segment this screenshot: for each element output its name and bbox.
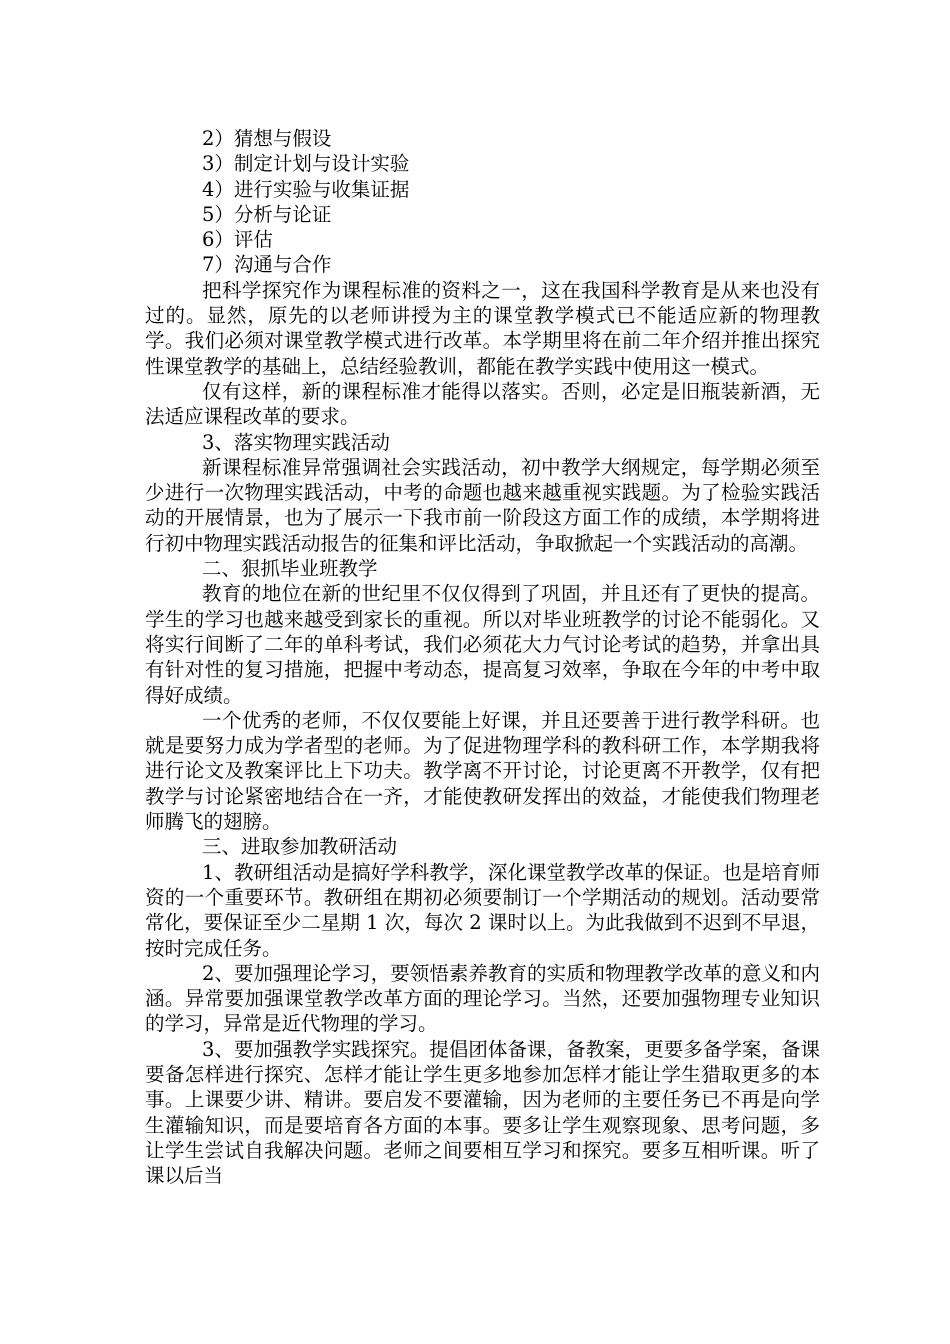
- list-item: 2）猜想与假设: [202, 127, 332, 150]
- document-page: [145, 126, 820, 1188]
- paragraph: 1、教研组活动是搞好学科教学，深化课堂教学改革的保证。也是培育师资的一个重要环节。教研组在期初必须要制订一个学期活动的规划。活动要常常化，要保证至少二星期 1 次，每次 2 课时以上。为此我做到不迟到不早退，按时完成任务。: [145, 860, 820, 960]
- section-heading: 二、狠抓毕业班教学: [202, 557, 378, 581]
- list-item: 3）制定计划与设计实验: [202, 152, 410, 176]
- paragraph: 2、要加强理论学习，要领悟素养教育的实质和物理教学改革的意义和内涵。异常要加强课堂教学改革方面的理论学习。当然，还要加强物理专业知识的学习，异常是近代物理的学习。: [145, 961, 820, 1036]
- paragraph: 仅有这样，新的课程标准才能得以落实。否则，必定是旧瓶装新酒，无法适应课程改革的要求。: [145, 379, 820, 429]
- paragraph: 新课程标准异常强调社会实践活动，初中教学大纲规定，每学期必须至少进行一次物理实践活动，中考的命题也越来越重视实践题。为了检验实践活动的开展情景，也为了展示一下我市前一阶段这方面工作的成绩，本学期将进行初中物理实践活动报告的征集和评比活动，争取掀起一个实践活动的高潮。: [145, 455, 820, 555]
- list-item: 5）分析与论证: [202, 202, 332, 226]
- paragraph: 一个优秀的老师，不仅仅要能上好课，并且还要善于进行教学科研。也就是要努力成为学者型的老师。为了促进物理学科的教科研工作，本学期我将进行论文及教案评比上下功夫。教学离不开讨论，讨论更离不开教学，仅有把教学与讨论紧密地结合在一齐，才能使教研发挥出的效益，才能使我们物理老师腾飞的翅膀。: [145, 708, 820, 834]
- paragraph: 3、要加强教学实践探究。提倡团体备课，备教案，更要多备学案，备课要备怎样进行探究、怎样才能让学生更多地参加怎样才能让学生猎取更多的本事。上课要少讲、精讲。要启发不要灌输，因为老师的主要任务已不再是向学生灌输知识，而是要培育各方面的本事。要多让学生观察现象、思考问题，多让学生尝试自我解决问题。老师之间要相互学习和探究。要多互相听课。听了课以后当: [145, 1037, 820, 1188]
- list-item: 6）评估: [202, 228, 273, 252]
- list-item: 4）进行实验与收集证据: [202, 177, 410, 201]
- paragraph: 教育的地位在新的世纪里不仅仅得到了巩固，并且还有了更快的提高。学生的学习也越来越受到家长的重视。所以对毕业班教学的讨论不能弱化。又将实行间断了二年的单科考试，我们必须花大力气讨论考试的趋势，并拿出具有针对性的复习措施，把握中考动态，提高复习效率，争取在今年的中考中取得好成绩。: [145, 582, 820, 707]
- section-heading: 三、进取参加教研活动: [202, 835, 398, 859]
- paragraph: 把科学探究作为课程标准的资料之一，这在我国科学教育是从来也没有过的。显然，原先的以老师讲授为主的课堂教学模式已不能适应新的物理教学。我们必须对课堂教学模式进行改革。本学期里将在前二年介绍并推出探究性课堂教学的基础上，总结经验教训，都能在教学实践中使用这一模式。: [145, 278, 820, 378]
- section-heading: 3、落实物理实践活动: [202, 430, 390, 454]
- list-item: 7）沟通与合作: [202, 253, 332, 277]
